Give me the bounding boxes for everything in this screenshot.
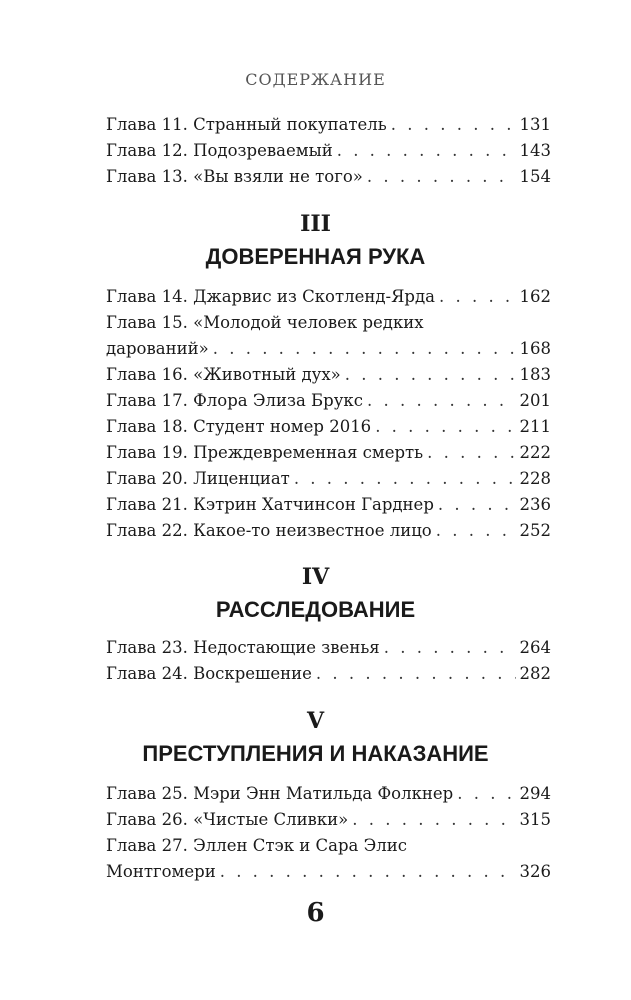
entry-page: 228 [519, 469, 551, 488]
part-title: ПРЕСТУПЛЕНИЯ И НАКАЗАНИЕ [142, 741, 489, 766]
dot-leader [337, 138, 516, 164]
running-head: СОДЕРЖАНИЕ [245, 70, 386, 89]
dot-leader [213, 336, 516, 362]
toc-entry [106, 635, 551, 661]
entry-page: 183 [519, 365, 551, 384]
entry-page: 236 [519, 495, 551, 514]
entry-title: Глава 18. Студент номер 2016 [106, 417, 372, 436]
entry-page: 264 [519, 638, 551, 657]
dot-leader [345, 362, 516, 388]
dot-leader [436, 518, 516, 544]
part-number: V [306, 708, 325, 734]
entry-title: Глава 26. «Чистые Сливки» [106, 810, 349, 829]
entry-title: Глава 23. Недостающие звенья [106, 638, 380, 657]
toc-entry [106, 440, 551, 466]
entry-title: Глава 20. Лиценциат [106, 469, 290, 488]
entry-title: Глава 16. «Животный дух» [106, 365, 341, 384]
dot-leader [367, 388, 516, 414]
entry-title-line1: Глава 27. Эллен Стэк и Сара Элис [106, 836, 407, 855]
dot-leader [352, 807, 515, 833]
toc-entry [106, 466, 551, 492]
entry-title: дарований» [106, 339, 209, 358]
dot-leader [294, 466, 516, 492]
dot-leader [367, 164, 516, 190]
dot-leader [384, 635, 516, 661]
part-number: IV [301, 564, 330, 590]
entry-page: 143 [519, 141, 551, 160]
toc-entry [106, 362, 551, 388]
entry-title: Глава 13. «Вы взяли не того» [106, 167, 363, 186]
toc-entry [106, 138, 551, 164]
entry-title: Монтгомери [106, 862, 216, 881]
toc-group-part5 [106, 781, 551, 885]
toc-entry [106, 661, 551, 687]
entry-title: Глава 24. Воскрешение [106, 664, 312, 683]
entry-title: Глава 11. Странный покупатель [106, 115, 387, 134]
part-number: III [300, 211, 331, 237]
entry-title: Глава 17. Флора Элиза Брукс [106, 391, 363, 410]
toc-entry [106, 492, 551, 518]
entry-page: 162 [519, 287, 551, 306]
entry-page: 252 [519, 521, 551, 540]
toc-group-part3 [106, 284, 551, 544]
dot-leader [427, 440, 515, 466]
entry-page: 154 [519, 167, 551, 186]
entry-page: 326 [519, 862, 551, 881]
toc-entry [106, 414, 551, 440]
dot-leader [316, 661, 516, 687]
entry-page: 201 [519, 391, 551, 410]
toc-entry [106, 833, 551, 885]
entry-page: 131 [519, 115, 551, 134]
dot-leader [375, 414, 515, 440]
dot-leader [220, 859, 516, 885]
page-number: 6 [306, 898, 325, 928]
part-title: РАССЛЕДОВАНИЕ [215, 597, 416, 622]
entry-title: Глава 21. Кэтрин Хатчинсон Гарднер [106, 495, 434, 514]
toc-entry [106, 284, 551, 310]
toc-entry [106, 112, 551, 138]
toc-entry [106, 310, 551, 362]
dot-leader [391, 112, 516, 138]
entry-page: 282 [519, 664, 551, 683]
toc-entry [106, 807, 551, 833]
entry-title: Глава 22. Какое-то неизвестное лицо [106, 521, 432, 540]
toc-entry [106, 388, 551, 414]
entry-title-line1: Глава 15. «Молодой человек редких [106, 313, 424, 332]
entry-title: Глава 25. Мэри Энн Матильда Фолкнер [106, 784, 454, 803]
dot-leader [438, 492, 516, 518]
toc-entry [106, 518, 551, 544]
part-title: ДОВЕРЕННАЯ РУКА [205, 244, 426, 269]
entry-page: 168 [519, 339, 551, 358]
entry-title: Глава 12. Подозреваемый [106, 141, 333, 160]
entry-page: 315 [519, 810, 551, 829]
toc-entry [106, 164, 551, 190]
entry-title: Глава 19. Преждевременная смерть [106, 443, 424, 462]
dot-leader [457, 781, 515, 807]
toc-group-part4 [106, 635, 551, 687]
toc-entry [106, 781, 551, 807]
entry-title: Глава 14. Джарвис из Скотленд-Ярда [106, 287, 435, 306]
entry-page: 294 [519, 784, 551, 803]
dot-leader [439, 284, 516, 310]
entry-page: 222 [519, 443, 551, 462]
toc-group-a [106, 112, 551, 190]
entry-page: 211 [519, 417, 551, 436]
